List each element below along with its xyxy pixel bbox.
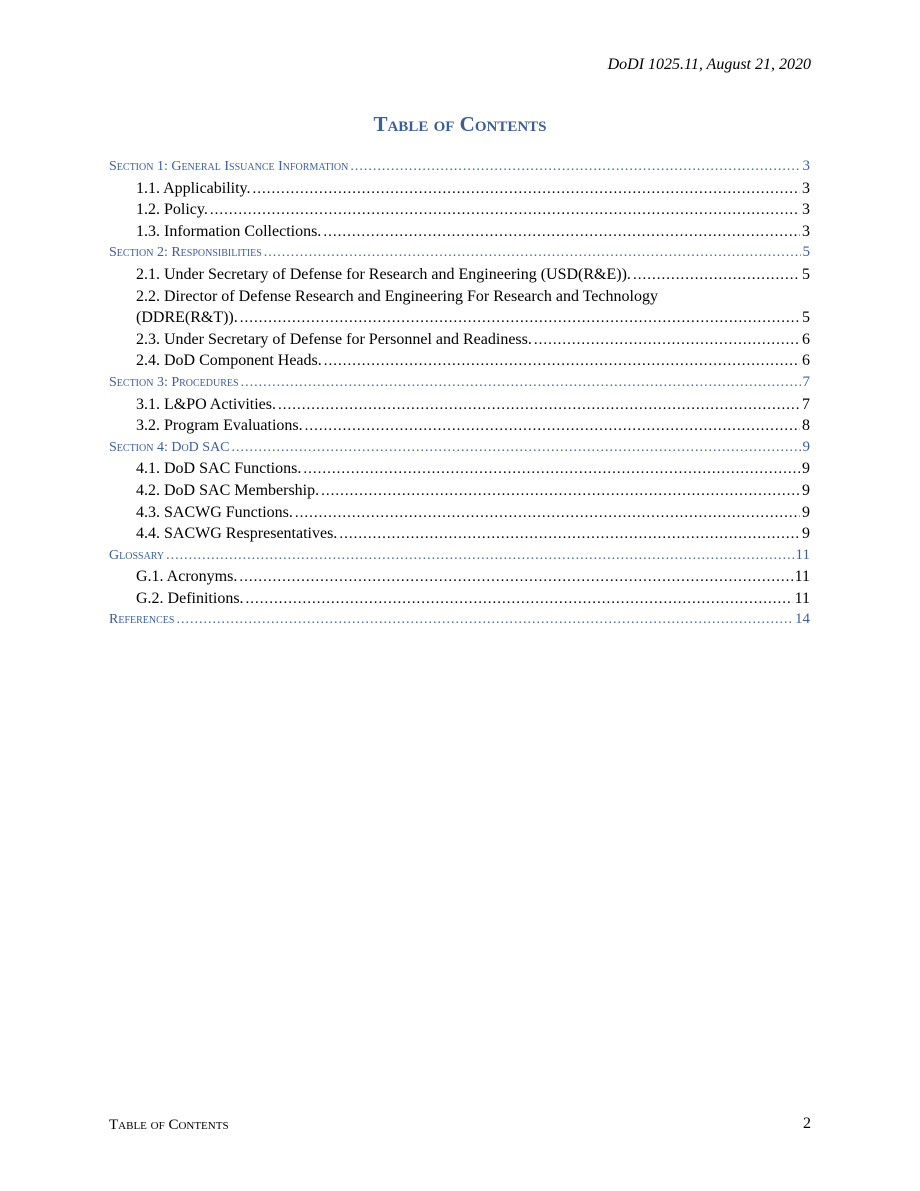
toc-page-number: 3 bbox=[802, 179, 810, 197]
toc-section-2[interactable] bbox=[109, 242, 810, 264]
toc-section-label: Glossary bbox=[109, 547, 165, 563]
toc-page-number: 9 bbox=[802, 525, 810, 543]
toc-item-label: 2.2. Director of Defense Research and Engineering For Research and Technology bbox=[136, 287, 658, 305]
toc-item-4-1[interactable] bbox=[109, 458, 810, 480]
toc-page-number: 11 bbox=[794, 589, 810, 607]
toc-leader bbox=[303, 459, 800, 481]
toc-leader bbox=[295, 503, 800, 525]
toc-item-3-2[interactable] bbox=[109, 415, 810, 437]
toc-page-number: 6 bbox=[802, 330, 810, 348]
table-of-contents bbox=[109, 156, 810, 631]
toc-item-2-2[interactable] bbox=[109, 307, 810, 329]
toc-leader bbox=[166, 545, 793, 567]
toc-leader bbox=[210, 200, 800, 222]
toc-item-4-3[interactable] bbox=[109, 502, 810, 524]
toc-item-g-2[interactable] bbox=[109, 588, 810, 610]
toc-page-number: 9 bbox=[802, 503, 810, 521]
toc-section-label: Section 1: General Issuance Information bbox=[109, 159, 349, 174]
toc-leader bbox=[240, 308, 800, 330]
toc-section-label: References bbox=[109, 612, 175, 628]
toc-section-3[interactable] bbox=[109, 372, 810, 394]
toc-item-1-1[interactable] bbox=[109, 178, 810, 200]
toc-leader bbox=[239, 567, 792, 589]
toc-item-label: G.1. Acronyms. bbox=[136, 568, 238, 586]
toc-page-number: 5 bbox=[802, 244, 810, 261]
toc-item-label-continued: (DDRE(R&T)). bbox=[136, 309, 238, 327]
toc-item-label: 1.1. Applicability. bbox=[136, 179, 251, 197]
toc-leader bbox=[323, 222, 800, 244]
toc-leader bbox=[350, 156, 800, 178]
toc-section-1[interactable] bbox=[109, 156, 810, 178]
toc-page-number: 5 bbox=[802, 265, 810, 283]
toc-page-number: 5 bbox=[802, 309, 810, 327]
toc-item-label: 4.3. SACWG Functions. bbox=[136, 503, 293, 521]
toc-page-number: 3 bbox=[802, 158, 810, 174]
toc-leader bbox=[232, 437, 801, 459]
toc-item-2-3[interactable] bbox=[109, 329, 810, 351]
footer-page-number: 2 bbox=[803, 1115, 811, 1132]
toc-item-label: G.2. Definitions. bbox=[136, 589, 244, 607]
toc-page-number: 3 bbox=[802, 222, 810, 240]
toc-item-g-1[interactable] bbox=[109, 566, 810, 588]
toc-item-label: 3.2. Program Evaluations. bbox=[136, 417, 303, 435]
toc-leader bbox=[176, 609, 793, 631]
toc-item-2-2-first-line[interactable] bbox=[109, 286, 810, 308]
toc-leader bbox=[534, 330, 800, 352]
toc-section-label: Section 2: Responsibilities bbox=[109, 245, 262, 261]
toc-item-label: 4.2. DoD SAC Membership. bbox=[136, 481, 320, 499]
toc-title: Table of Contents bbox=[373, 112, 547, 136]
toc-section-4[interactable] bbox=[109, 437, 810, 459]
toc-leader bbox=[246, 589, 793, 611]
toc-page-number: 11 bbox=[794, 568, 810, 586]
toc-leader bbox=[241, 372, 801, 394]
toc-leader bbox=[278, 395, 800, 417]
toc-item-label: 4.1. DoD SAC Functions. bbox=[136, 460, 302, 478]
toc-page-number: 6 bbox=[802, 352, 810, 370]
toc-leader bbox=[253, 179, 800, 201]
toc-section-label: Section 4: DoD SAC bbox=[109, 439, 230, 455]
toc-page-number: 7 bbox=[802, 373, 810, 390]
toc-page-number: 9 bbox=[802, 481, 810, 499]
toc-item-label: 1.2. Policy. bbox=[136, 201, 208, 219]
document-header: DoDI 1025.11, August 21, 2020 bbox=[607, 56, 811, 73]
toc-item-label: 2.1. Under Secretary of Defense for Research and Engineering (USD(R&E)). bbox=[136, 265, 631, 283]
toc-page-number: 14 bbox=[795, 611, 810, 628]
toc-page-number: 9 bbox=[802, 460, 810, 478]
toc-leader bbox=[324, 351, 800, 373]
toc-leader bbox=[305, 416, 800, 438]
footer-section-label: Table of Contents bbox=[109, 1117, 229, 1133]
toc-page-number: 9 bbox=[802, 438, 810, 455]
toc-page-number: 7 bbox=[802, 395, 810, 413]
toc-leader bbox=[321, 481, 800, 503]
toc-section-label: Section 3: Procedures bbox=[109, 374, 239, 390]
toc-item-label: 4.4. SACWG Respresentatives. bbox=[136, 525, 338, 543]
toc-item-label: 2.4. DoD Component Heads. bbox=[136, 352, 322, 370]
toc-leader bbox=[633, 265, 800, 287]
toc-item-3-1[interactable] bbox=[109, 394, 810, 416]
toc-section-glossary[interactable] bbox=[109, 545, 810, 567]
toc-leader bbox=[339, 524, 800, 546]
toc-item-label: 3.1. L&PO Activities. bbox=[136, 395, 276, 413]
toc-item-1-3[interactable] bbox=[109, 221, 810, 243]
toc-item-4-4[interactable] bbox=[109, 523, 810, 545]
toc-page-number: 11 bbox=[795, 546, 810, 563]
toc-item-label: 1.3. Information Collections. bbox=[136, 222, 322, 240]
toc-page-number: 8 bbox=[802, 417, 810, 435]
toc-page-number: 3 bbox=[802, 201, 810, 219]
toc-item-2-4[interactable] bbox=[109, 350, 810, 372]
toc-item-2-1[interactable] bbox=[109, 264, 810, 286]
toc-item-label: 2.3. Under Secretary of Defense for Personnel and Readiness. bbox=[136, 330, 532, 348]
toc-section-references[interactable] bbox=[109, 609, 810, 631]
toc-leader bbox=[264, 242, 801, 264]
toc-item-1-2[interactable] bbox=[109, 199, 810, 221]
toc-item-4-2[interactable] bbox=[109, 480, 810, 502]
